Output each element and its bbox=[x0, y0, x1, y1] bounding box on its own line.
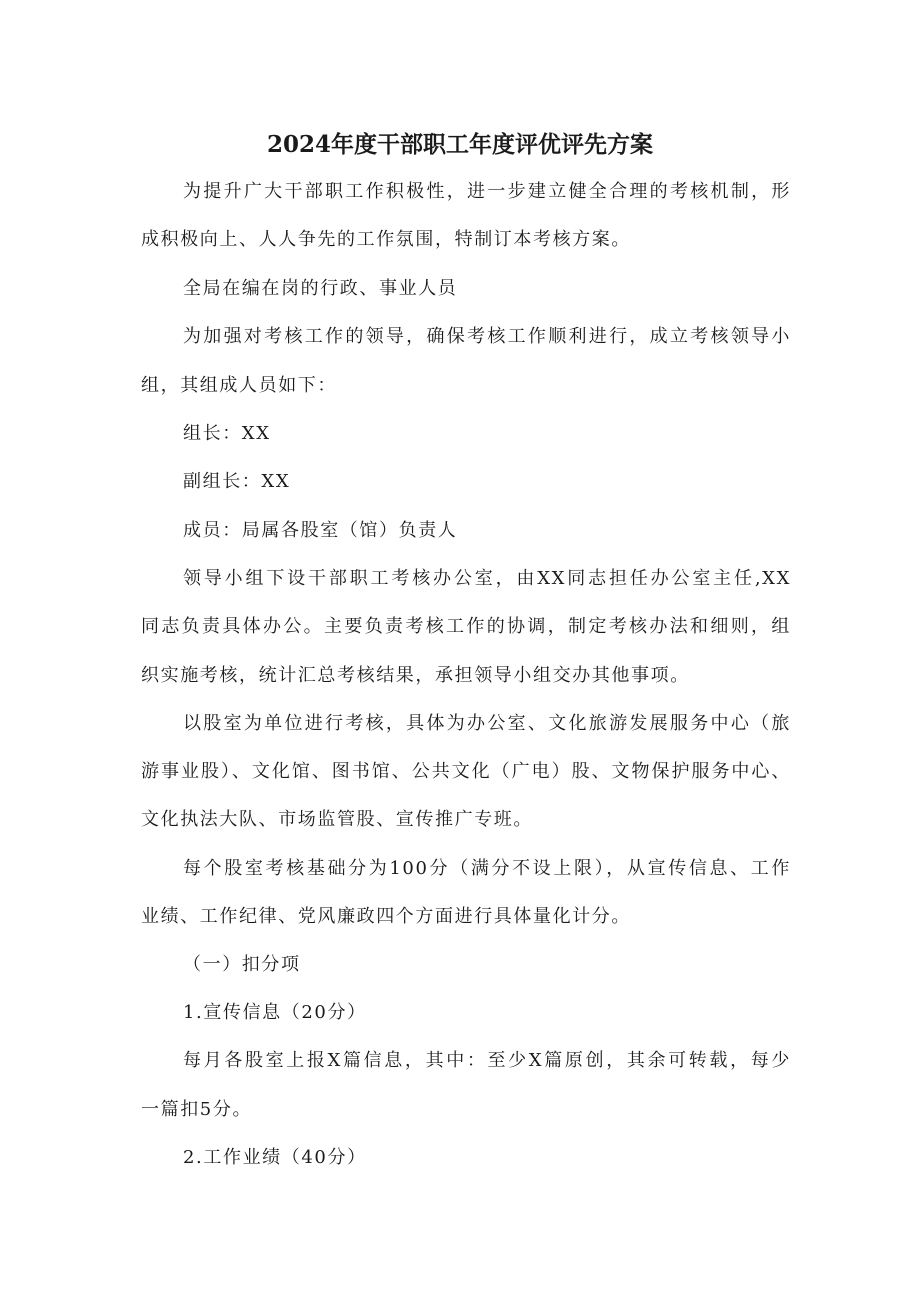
paragraph-publicity-line-1: 每月各股室上报X篇信息，其中：至少X篇原创，其余可转载，每少 bbox=[183, 1050, 791, 1071]
paragraph-office-line-1: 领导小组下设干部职工考核办公室，由XX同志担任办公室主任,XX bbox=[183, 568, 791, 589]
group-members: 成员：局属各股室（馆）负责人 bbox=[183, 520, 458, 541]
deputy-group-leader: 副组长：XX bbox=[183, 471, 291, 492]
paragraph-intro-line-1: 为提升广大干部职工作积极性，进一步建立健全合理的考核机制，形 bbox=[183, 181, 791, 202]
paragraph-intro-line-2: 成积极向上、人人争先的工作氛围，特制订本考核方案。 bbox=[141, 229, 631, 250]
group-leader: 组长：XX bbox=[183, 423, 271, 444]
item-performance-heading: 2.工作业绩（40分） bbox=[183, 1147, 367, 1168]
paragraph-units-line-1: 以股室为单位进行考核，具体为办公室、文化旅游发展服务中心（旅 bbox=[183, 713, 791, 734]
paragraph-scoring-line-2: 业绩、工作纪律、党风廉政四个方面进行具体量化计分。 bbox=[141, 906, 631, 927]
paragraph-office-line-2: 同志负责具体办公。主要负责考核工作的协调，制定考核办法和细则，组 bbox=[141, 616, 791, 637]
paragraph-scoring-line-1: 每个股室考核基础分为100分（满分不设上限），从宣传信息、工作 bbox=[183, 858, 791, 879]
paragraph-office-line-3: 织实施考核，统计汇总考核结果，承担领导小组交办其他事项。 bbox=[141, 665, 690, 686]
paragraph-scope: 全局在编在岗的行政、事业人员 bbox=[183, 278, 458, 299]
item-publicity-heading: 1.宣传信息（20分） bbox=[183, 1002, 367, 1023]
paragraph-publicity-line-2: 一篇扣5分。 bbox=[141, 1099, 253, 1120]
document-title: 2024年度干部职工年度评优评先方案 bbox=[266, 131, 653, 158]
paragraph-units-line-3: 文化执法大队、市场监管股、宣传推广专班。 bbox=[141, 809, 533, 830]
paragraph-units-line-2: 游事业股）、文化馆、图书馆、公共文化（广电）股、文物保护服务中心、 bbox=[141, 761, 791, 782]
paragraph-leadership-line-1: 为加强对考核工作的领导，确保考核工作顺利进行，成立考核领导小 bbox=[183, 326, 791, 347]
section-deductions-heading: （一）扣分项 bbox=[183, 954, 301, 975]
paragraph-leadership-line-2: 组，其组成人员如下： bbox=[141, 375, 337, 396]
